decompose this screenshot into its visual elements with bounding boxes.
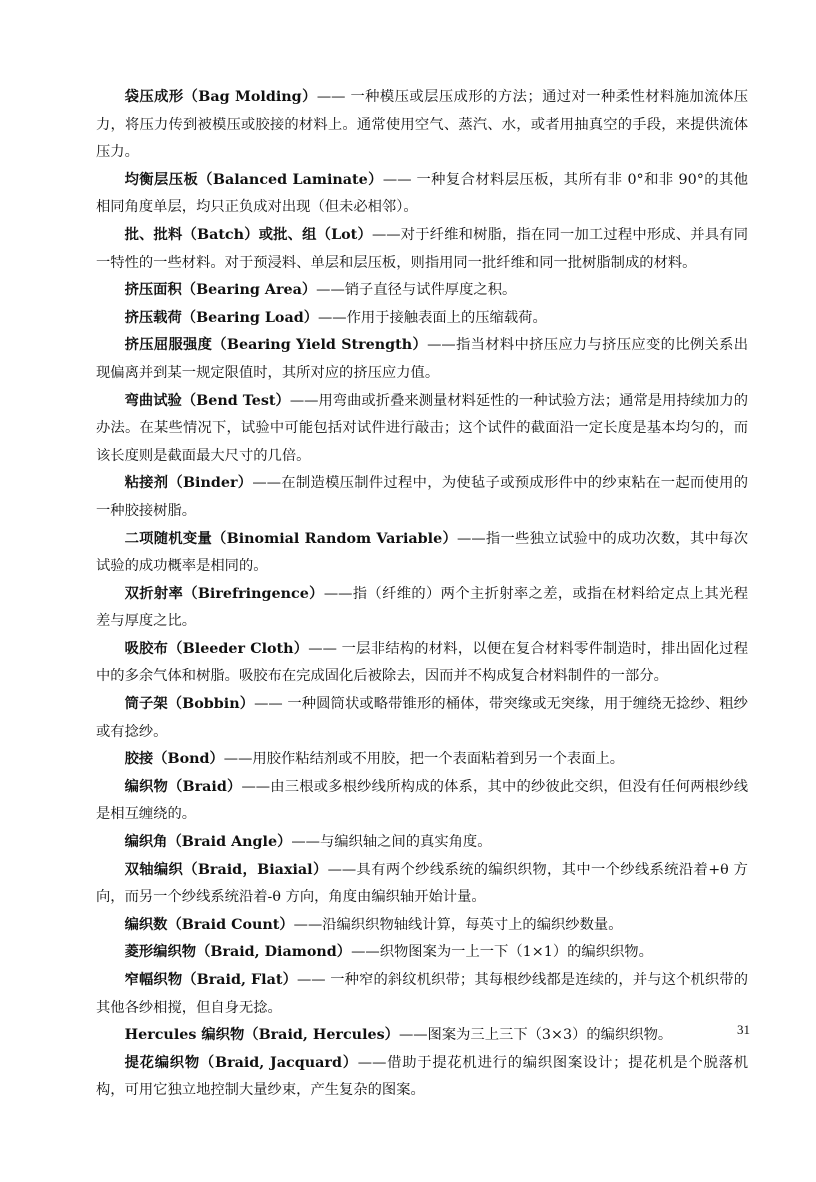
glossary-entry xyxy=(96,581,748,636)
entry-term: 均衡层压板（Balanced Laminate） xyxy=(124,171,383,188)
glossary-entry xyxy=(96,829,748,857)
entry-definition: ——沿编织织物轴线计算，每英寸上的编织纱数量。 xyxy=(293,916,623,933)
entry-definition: ——具有两个纱线系统的编织织物，其中一个纱线系统沿着+θ 方向，而另一个纱线系统沿着-θ 方向，角度由编织轴开始计量。 xyxy=(96,861,748,906)
entry-definition: ——指当材料中挤压应力与挤压应变的比例关系出现偏离并到某一规定限值时，其所对应的挤压应力值。 xyxy=(96,337,749,381)
glossary-entry xyxy=(96,636,748,691)
entry-term: Hercules 编织物（Braid, Hercules） xyxy=(124,1027,399,1044)
entry-term: 批、批料（Batch）或批、组（Lot） xyxy=(124,226,372,243)
entry-term: 提花编织物（Braid, Jacquard） xyxy=(124,1054,358,1071)
entry-definition: ——作用于接触表面上的压缩载荷。 xyxy=(318,309,547,326)
entry-definition: —— 一种模压或层压成形的方法；通过对一种柔性材料施加流体压力，将压力传到被模压或胶接的材料上。通常使用空气、蒸汽、水，或者用抽真空的手段，来提供流体压力。 xyxy=(96,89,748,161)
entry-term: 编织角（Braid Angle） xyxy=(124,834,292,851)
entry-term: 双轴编织（Braid，Biaxial） xyxy=(124,861,328,878)
entry-definition: —— 一种窄的斜纹机织带；其每根纱线都是连续的，并与这个机织带的其他各纱相搅，但自身无捻。 xyxy=(96,972,749,1016)
glossary-entry xyxy=(96,332,748,387)
glossary-entry xyxy=(96,912,748,940)
glossary-entry xyxy=(96,388,748,471)
entry-definition: ——织物图案为一上一下（1×1）的编织织物。 xyxy=(351,944,653,961)
glossary-entry xyxy=(96,222,748,277)
entry-term: 挤压屈服强度（Bearing Yield Strength） xyxy=(124,337,428,354)
entry-term: 二项随机变量（Binomial Random Variable） xyxy=(124,530,458,547)
entry-definition: —— 一种圆筒状或略带锥形的桶体，带突缘或无突缘，用于缠绕无捻纱、粗纱或有捻纱。 xyxy=(96,696,748,740)
entry-definition: ——销子直径与试件厚度之积。 xyxy=(316,282,517,299)
entry-definition: ——由三根或多根纱线所构成的体系，其中的纱彼此交织，但没有任何两根纱线是相互缠绕的。 xyxy=(96,778,748,823)
glossary-entry xyxy=(96,939,748,967)
glossary-entry xyxy=(96,526,748,581)
entry-definition: ——用胶作粘结剂或不用胶，把一个表面粘着到另一个表面上。 xyxy=(223,751,625,768)
glossary-entry xyxy=(96,857,748,912)
entry-term: 编织数（Braid Count） xyxy=(124,916,294,933)
glossary-entry xyxy=(96,84,748,167)
entry-definition: ——对于纤维和树脂，指在同一加工过程中形成、并具有同一特性的一些材料。对于预浸料、单层和层压板，则指用同一批纤维和同一批树脂制成的材料。 xyxy=(96,226,748,271)
glossary-entry xyxy=(96,167,748,222)
entry-term: 双折射率（Birefringence） xyxy=(124,585,324,602)
entry-term: 弯曲试验（Bend Test） xyxy=(124,392,290,409)
glossary-entry xyxy=(96,277,748,305)
entry-definition: —— 一层非结构的材料，以便在复合材料零件制造时，排出固化过程中的多余气体和树脂。吸胶布在完成固化后被除去，因而并不构成复合材料制件的一部分。 xyxy=(96,640,748,685)
entry-term: 挤压载荷（Bearing Load） xyxy=(124,309,318,326)
entry-definition: ——指（纤维的）两个主折射率之差，或指在材料给定点上其光程差与厚度之比。 xyxy=(96,585,748,630)
page-number: 31 xyxy=(737,1022,750,1037)
entry-term: 筒子架（Bobbin） xyxy=(124,696,255,713)
entry-definition: ——借助于提花机进行的编织图案设计；提花机是个脱落机构，可用它独立地控制大量纱束，产生复杂的图案。 xyxy=(96,1054,749,1099)
entry-definition: ——与编织轴之间的真实角度。 xyxy=(291,834,492,851)
entry-term: 胶接（Bond） xyxy=(124,751,224,768)
glossary-entry xyxy=(96,470,748,525)
glossary-entry xyxy=(96,305,748,333)
glossary-entry xyxy=(96,746,748,774)
glossary-entry xyxy=(96,1050,748,1105)
glossary-entry xyxy=(96,1022,748,1050)
entry-term: 挤压面积（Bearing Area） xyxy=(124,282,317,299)
entry-term: 粘接剂（Binder） xyxy=(124,475,253,492)
entry-term: 窄幅织物（Braid, Flat） xyxy=(124,972,297,988)
glossary-entry xyxy=(96,691,748,746)
entry-term: 编织物（Braid） xyxy=(124,778,242,795)
entry-definition: ——用弯曲或折叠来测量材料延性的一种试验方法；通常是用持续加力的办法。在某些情况下，试验中可能包括对试件进行敲击；这个试件的截面沿一定长度是基本均匀的，而该长度则是截面最大尺寸的几倍。 xyxy=(96,392,749,464)
entry-term: 菱形编织物（Braid, Diamond） xyxy=(124,944,352,961)
entry-definition: —— 一种复合材料层压板，其所有非 0°和非 90°的其他相同角度单层，均只正负成对出现（但未必相邻）。 xyxy=(96,171,749,216)
entry-definition: ——指一些独立试验中的成功次数，其中每次试验的成功概率是相同的。 xyxy=(96,530,749,575)
entry-definition: ——在制造模压制件过程中，为使毡子或预成形件中的纱束粘在一起而使用的一种胶接树脂。 xyxy=(96,475,748,519)
glossary-entry xyxy=(96,774,748,829)
entry-definition: ——图案为三上三下（3×3）的编织织物。 xyxy=(398,1027,673,1044)
entry-term: 吸胶布（Bleeder Cloth） xyxy=(124,640,309,657)
glossary-body xyxy=(96,84,748,1105)
glossary-entry xyxy=(96,967,748,1022)
entry-term: 袋压成形（Bag Molding） xyxy=(124,89,317,105)
